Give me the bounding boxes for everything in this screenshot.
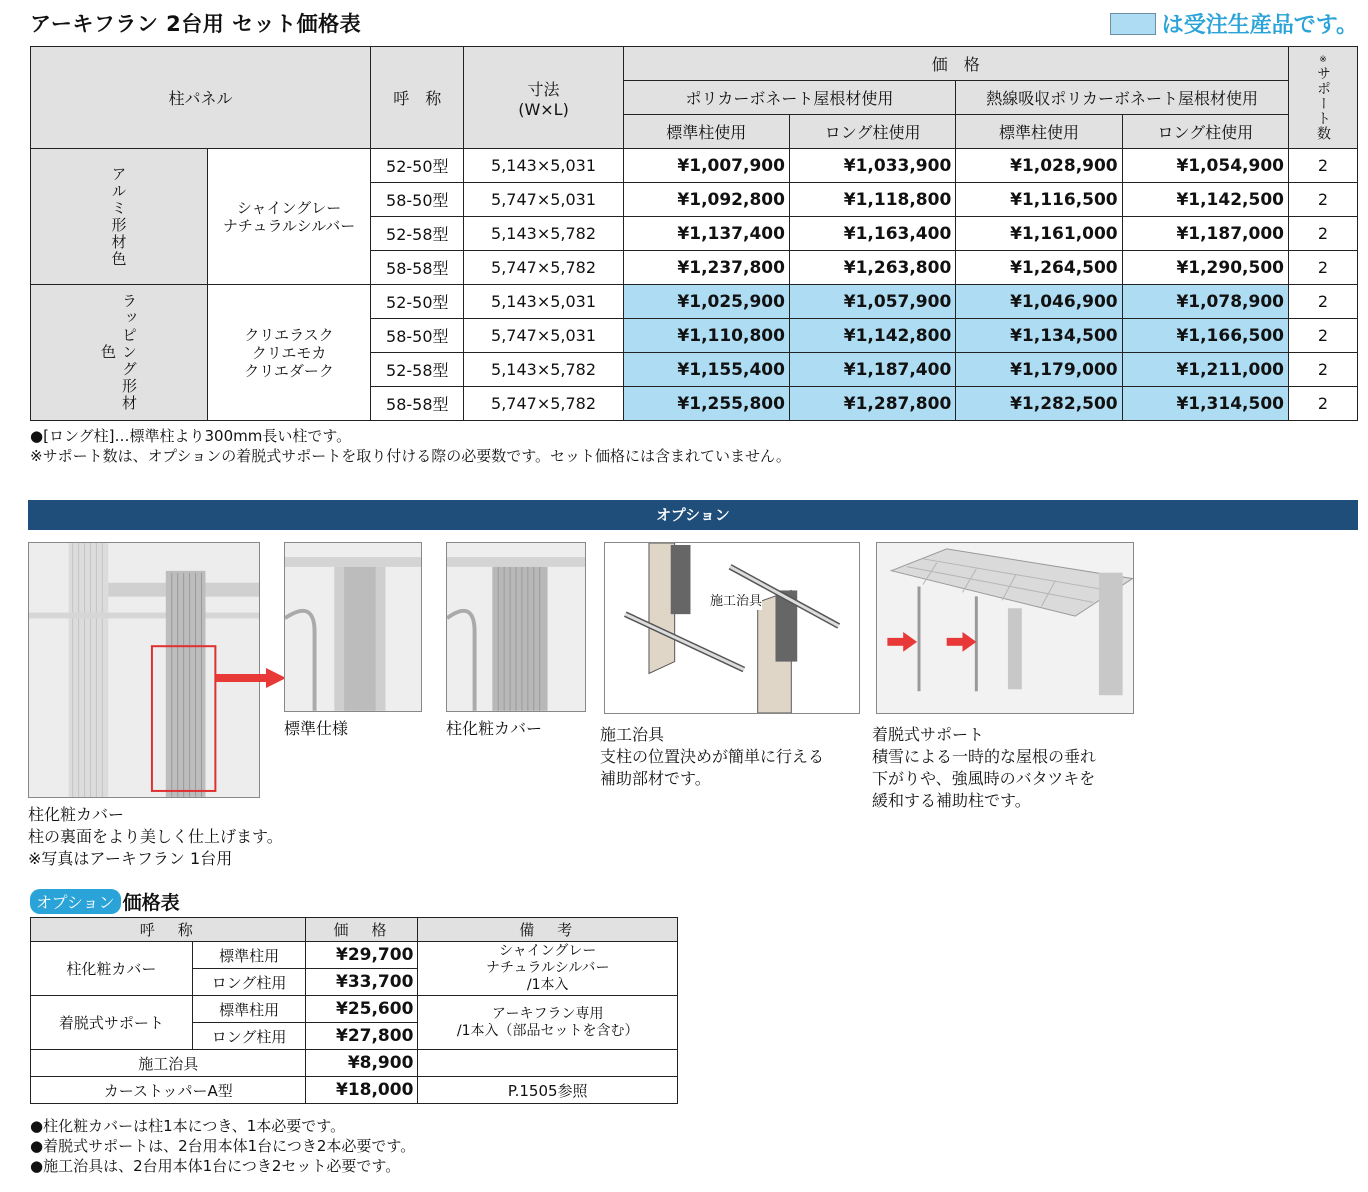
opt-price: ¥27,800 — [306, 1023, 418, 1050]
opt-variant: 標準柱用 — [192, 996, 306, 1023]
note-line: ●柱化粧カバーは柱1本につき、1本必要です。 — [30, 1117, 346, 1135]
opt-item-name: 着脱式サポート — [31, 996, 193, 1050]
jig-inner-label: 施工治具 — [710, 594, 763, 609]
header-std: 標準柱使用 — [623, 115, 789, 149]
option-banner: オプション — [28, 500, 1358, 530]
option-price-table — [30, 917, 678, 1104]
price-cell: ¥1,137,400 — [623, 217, 789, 251]
header-name: 呼 称 — [371, 47, 464, 149]
price-cell: ¥1,007,900 — [623, 149, 789, 183]
support-count: 2 — [1288, 387, 1357, 421]
option-notes — [30, 1116, 415, 1176]
legend-text: は受注生産品です。 — [1161, 13, 1358, 38]
header-long: ロング柱使用 — [789, 115, 955, 149]
row-size: 5,143×5,782 — [464, 353, 623, 387]
legend-swatch — [1110, 13, 1156, 35]
row-size: 5,747×5,782 — [464, 387, 623, 421]
price-cell: ¥1,118,800 — [789, 183, 955, 217]
opt-variant: 標準柱用 — [192, 942, 306, 969]
cover-small-caption: 柱化粧カバー — [446, 719, 543, 738]
option-price-heading: 価格表 — [122, 892, 180, 914]
price-cell: ¥1,237,800 — [623, 251, 789, 285]
opt-header-name: 呼 称 — [31, 918, 306, 942]
group-label: アルミ形材色 — [31, 149, 208, 285]
row-name: 52-50型 — [371, 285, 464, 319]
support-count: 2 — [1288, 217, 1357, 251]
opt-remark: P.1505参照 — [418, 1077, 678, 1104]
note-line: ●着脱式サポートは、2台用本体1台につき2本必要です。 — [30, 1137, 416, 1155]
price-cell: ¥1,092,800 — [623, 183, 789, 217]
price-cell: ¥1,255,800 — [623, 387, 789, 421]
opt-header-price: 価 格 — [306, 918, 418, 942]
option-price-title — [30, 888, 180, 915]
jig-caption: 施工治具 支柱の位置決めが簡単に行える 補助部材です。 — [600, 725, 825, 788]
opt-variant: ロング柱用 — [192, 1023, 306, 1050]
opt-item-name: 柱化粧カバー — [31, 942, 193, 996]
price-cell: ¥1,134,500 — [956, 319, 1122, 353]
opt-price: ¥18,000 — [306, 1077, 418, 1104]
row-size: 5,143×5,031 — [464, 149, 623, 183]
opt-header-remarks: 備 考 — [418, 918, 678, 942]
row-name: 58-50型 — [371, 319, 464, 353]
set-price-table — [30, 46, 1358, 421]
price-cell: ¥1,054,900 — [1122, 149, 1288, 183]
price-cell: ¥1,263,800 — [789, 251, 955, 285]
row-name: 52-58型 — [371, 217, 464, 251]
price-cell: ¥1,290,500 — [1122, 251, 1288, 285]
header-panel: 柱パネル — [31, 47, 371, 149]
price-cell: ¥1,110,800 — [623, 319, 789, 353]
opt-item-name: 施工治具 — [31, 1050, 306, 1077]
price-cell: ¥1,163,400 — [789, 217, 955, 251]
row-size: 5,143×5,031 — [464, 285, 623, 319]
price-cell: ¥1,078,900 — [1122, 285, 1288, 319]
cover-caption: 柱化粧カバー 柱の裏面をより美しく仕上げます。 ※写真はアーキフラン 1台用 — [28, 805, 283, 868]
price-cell: ¥1,057,900 — [789, 285, 955, 319]
opt-variant: ロング柱用 — [192, 969, 306, 996]
row-name: 58-50型 — [371, 183, 464, 217]
support-photo — [876, 542, 1134, 714]
row-size: 5,143×5,782 — [464, 217, 623, 251]
header-heat: 熱線吸収ポリカーボネート屋根材使用 — [956, 81, 1289, 115]
note-line: ※サポート数は、オプションの着脱式サポートを取り付ける際の必要数です。セット価格には含まれていません。 — [30, 447, 791, 465]
notes — [30, 426, 791, 466]
support-count: 2 — [1288, 183, 1357, 217]
opt-remark: アーキフラン専用 /1本入（部品セットを含む） — [418, 996, 678, 1050]
opt-item-name: カーストッパーA型 — [31, 1077, 306, 1104]
price-cell: ¥1,187,400 — [789, 353, 955, 387]
price-cell: ¥1,166,500 — [1122, 319, 1288, 353]
support-count: 2 — [1288, 251, 1357, 285]
price-cell: ¥1,179,000 — [956, 353, 1122, 387]
note-line: ●施工治具は、2台用本体1台につき2セット必要です。 — [30, 1157, 401, 1175]
price-cell: ¥1,282,500 — [956, 387, 1122, 421]
price-cell: ¥1,314,500 — [1122, 387, 1288, 421]
price-cell: ¥1,155,400 — [623, 353, 789, 387]
opt-price: ¥29,700 — [306, 942, 418, 969]
standard-caption: 標準仕様 — [284, 719, 349, 738]
legend — [1110, 8, 1358, 39]
price-cell: ¥1,025,900 — [623, 285, 789, 319]
option-pill: オプション — [30, 889, 121, 914]
price-cell: ¥1,161,000 — [956, 217, 1122, 251]
row-name: 52-50型 — [371, 149, 464, 183]
header-long: ロング柱使用 — [1122, 115, 1288, 149]
header-size: 寸法 (W×L) — [464, 47, 623, 149]
support-caption: 着脱式サポート 積雪による一時的な屋根の垂れ 下がりや、強風時のバタツキを 緩和する補助柱です。 — [872, 725, 1097, 810]
opt-remark: シャイングレー ナチュラルシルバー /1本入 — [418, 942, 678, 996]
note-line: ●[ロング柱]…標準柱より300mm長い柱です。 — [30, 427, 352, 445]
row-size: 5,747×5,031 — [464, 183, 623, 217]
price-cell: ¥1,116,500 — [956, 183, 1122, 217]
header-support: ※サポート数 — [1288, 47, 1357, 149]
cover-small-photo — [446, 542, 586, 712]
price-cell: ¥1,287,800 — [789, 387, 955, 421]
row-size: 5,747×5,782 — [464, 251, 623, 285]
price-cell: ¥1,264,500 — [956, 251, 1122, 285]
header-std: 標準柱使用 — [956, 115, 1122, 149]
support-count: 2 — [1288, 149, 1357, 183]
price-cell: ¥1,046,900 — [956, 285, 1122, 319]
price-cell: ¥1,187,000 — [1122, 217, 1288, 251]
opt-price: ¥25,600 — [306, 996, 418, 1023]
standard-photo — [284, 542, 422, 712]
row-name: 58-58型 — [371, 387, 464, 421]
row-name: 52-58型 — [371, 353, 464, 387]
price-cell: ¥1,142,500 — [1122, 183, 1288, 217]
header-poly: ポリカーボネート屋根材使用 — [623, 81, 956, 115]
row-name: 58-58型 — [371, 251, 464, 285]
header-price: 価 格 — [623, 47, 1288, 81]
support-count: 2 — [1288, 319, 1357, 353]
opt-price: ¥8,900 — [306, 1050, 418, 1077]
price-cell: ¥1,211,000 — [1122, 353, 1288, 387]
group-label: ラッピング形材色 — [31, 285, 208, 421]
panel-colors: クリエラスク クリエモカ クリエダーク — [208, 285, 371, 421]
opt-price: ¥33,700 — [306, 969, 418, 996]
price-cell: ¥1,033,900 — [789, 149, 955, 183]
price-cell: ¥1,028,900 — [956, 149, 1122, 183]
arrow-right-icon — [216, 668, 286, 688]
row-size: 5,747×5,031 — [464, 319, 623, 353]
panel-colors: シャイングレー ナチュラルシルバー — [208, 149, 371, 285]
support-count: 2 — [1288, 285, 1357, 319]
opt-remark — [418, 1050, 678, 1077]
support-count: 2 — [1288, 353, 1357, 387]
jig-illustration — [604, 542, 860, 714]
page-title: アーキフラン 2台用 セット価格表 — [30, 12, 362, 36]
price-cell: ¥1,142,800 — [789, 319, 955, 353]
